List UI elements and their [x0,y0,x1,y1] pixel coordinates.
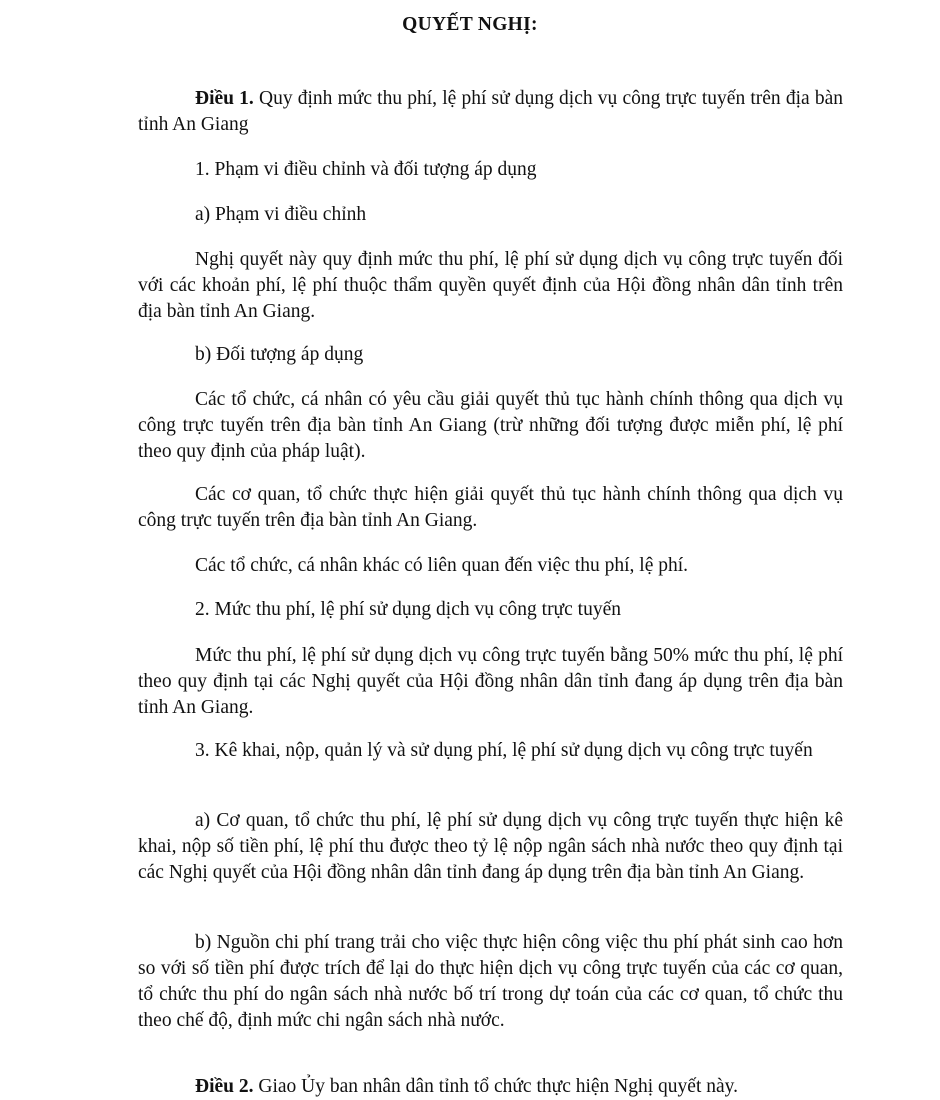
section-3-heading: 3. Kê khai, nộp, quản lý và sử dụng phí, lệ phí sử dụng dịch vụ công trực tuyến [195,740,813,761]
article-1-label: Điều 1. [195,88,254,109]
document-title: QUYẾT NGHỊ: [402,14,538,35]
article-2-text: Giao Ủy ban nhân dân tỉnh tổ chức thực hiện Nghị quyết này. [253,1076,739,1097]
section-1b-text-3: Các tổ chức, cá nhân khác có liên quan đến việc thu phí, lệ phí. [195,555,689,576]
section-1b-heading: b) Đối tượng áp dụng [195,344,364,365]
section-1-heading: 1. Phạm vi điều chỉnh và đối tượng áp dụng [195,159,537,180]
section-1a-heading: a) Phạm vi điều chỉnh [195,204,367,225]
article-1-text: Quy định mức thu phí, lệ phí sử dụng dịch vụ công trực tuyến trên địa bàn tỉnh An Giang [138,88,844,135]
section-3b-text: b) Nguồn chi phí trang trải cho việc thực hiện công việc thu phí phát sinh cao hơn so với số tiền phí được trích để lại do thực hiện dịch vụ công trực tuyến của các cơ quan, tổ chức thu phí do ngân sách nhà nước bố trí trong dự toán của các cơ quan, tổ chức thu theo chế độ, định mức chi ngân sách nhà nước. [138,932,843,1031]
article-1-paragraph [138,86,843,138]
article-2-label: Điều 2. [195,1076,254,1097]
section-1b-text-2: Các cơ quan, tổ chức thực hiện giải quyết thủ tục hành chính thông qua dịch vụ công trực tuyến trên địa bàn tỉnh An Giang. [138,484,843,531]
section-2-text: Mức thu phí, lệ phí sử dụng dịch vụ công trực tuyến bằng 50% mức thu phí, lệ phí theo quy định tại các Nghị quyết của Hội đồng nhân dân tỉnh đang áp dụng trên địa bàn tỉnh An Giang. [138,645,843,718]
section-1a-text: Nghị quyết này quy định mức thu phí, lệ phí sử dụng dịch vụ công trực tuyến đối với các khoản phí, lệ phí thuộc thẩm quyền quyết định của Hội đồng nhân dân tỉnh trên địa bàn tỉnh An Giang. [138,249,843,322]
article-2-paragraph [138,1074,843,1100]
section-1b-text-1: Các tổ chức, cá nhân có yêu cầu giải quyết thủ tục hành chính thông qua dịch vụ công trực tuyến trên địa bàn tỉnh An Giang (trừ những đối tượng được miễn phí, lệ phí theo quy định của pháp luật). [138,389,843,462]
section-3a-text: a) Cơ quan, tổ chức thu phí, lệ phí sử dụng dịch vụ công trực tuyến thực hiện kê khai, nộp số tiền phí, lệ phí thu được theo tỷ lệ nộp ngân sách nhà nước theo quy định tại các Nghị quyết của Hội đồng nhân dân tỉnh đang áp dụng trên địa bàn tỉnh An Giang. [138,810,843,883]
section-2-heading: 2. Mức thu phí, lệ phí sử dụng dịch vụ công trực tuyến [195,599,621,620]
